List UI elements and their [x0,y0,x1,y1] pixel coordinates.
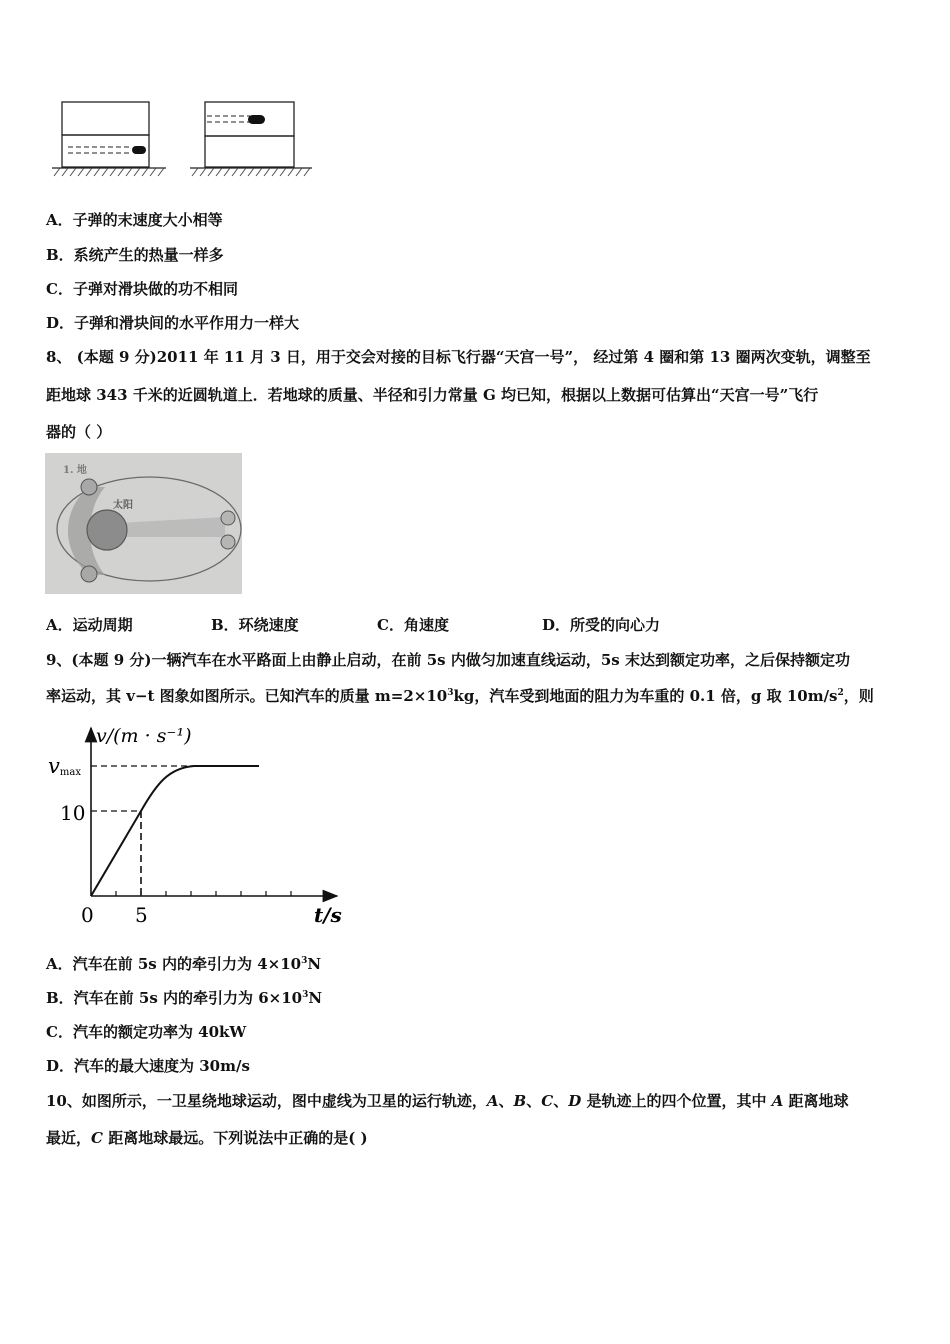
q10-point-b: B [513,1092,527,1110]
q8-option-a: A．运动周期 [46,616,133,634]
q9-option-a-unit: N [307,955,322,973]
left-ground-hatch [54,168,164,176]
q7-option-c: C．子弹对滑块做的功不相同 [46,280,238,298]
x-tick-label-5: 5 [135,903,148,927]
q9-option-b [46,988,322,1008]
q9-stem-2a: 率运动，其 v−t 图象如图所示。已知汽车的质量 m=2×10 [46,687,448,705]
q10-stem-2a: 最近， [46,1129,92,1147]
planet-bottom [81,566,97,582]
planet-right-lower [221,535,235,549]
planet-top [81,479,97,495]
q8-option-b: B．环绕速度 [211,616,299,634]
q10-stem-1b: 是轨迹上的四个位置，其中 [581,1092,772,1110]
vt-chart [44,718,344,928]
planet-right-upper [221,511,235,525]
vmax-subscript: max [59,767,81,778]
q9-stem-sup1: 3 [447,688,454,698]
q9-option-b-sup: 3 [302,990,309,1000]
q10-sep-3: 、 [553,1092,569,1110]
left-bullet [132,146,146,154]
right-block-setup [190,102,312,176]
y-tick-label-10: 10 [60,801,86,825]
q10-sep-2: 、 [526,1092,542,1110]
q9-stem-line-2 [46,686,874,706]
q8-options-row [0,615,950,635]
right-bullet [248,115,265,124]
y-axis-label: v/(m · s⁻¹) [96,725,192,747]
q10-point-d: D [568,1092,582,1110]
q8-stem-line-2: 距地球 343 千米的近圆轨道上．若地球的质量、半径和引力常量 G 均已知，根据以上数据可估算出“天宫一号”飞行 [46,386,819,404]
q8-option-d: D．所受的向心力 [542,616,661,634]
q10-stem-1c: 距离地球 [783,1092,849,1110]
x-axis-label: t/s [314,903,342,927]
right-lower-block [205,136,294,167]
q9-stem-sup2: 2 [837,688,844,698]
bullet-block-figure [48,98,318,178]
q10-stem-line-2 [46,1128,368,1148]
q9-option-b-main: B．汽车在前 5s 内的牵引力为 6×10 [46,989,303,1007]
left-block-setup [52,102,166,176]
q10-point-a: A [486,1092,499,1110]
q10-stem-1a: 10、如图所示，一卫星绕地球运动，图中虚线为卫星的运行轨迹， [46,1092,487,1110]
x-tick-label-0: 0 [81,903,94,927]
figure-corner-label: 1. 地 [63,465,87,476]
sun-label: 太阳 [113,500,133,511]
q7-option-a: A．子弹的末速度大小相等 [46,211,223,229]
orbit-diagram [45,453,242,594]
q10-point-c: C [541,1092,554,1110]
q8-stem-line-1: 8、 (本题 9 分)2011 年 11 月 3 日，用于交会对接的目标飞行器“天宫一号”， 经过第 4 圈和第 13 圈两次变轨，调整至 [46,348,871,366]
q9-stem-2c: ，则 [843,687,874,705]
q9-option-a [46,954,321,974]
y-tick-label-vmax [48,754,81,778]
q10-sep-1: 、 [498,1092,514,1110]
orbit-photo-figure [45,453,242,594]
q10-stem-line-1 [46,1091,849,1111]
q8-option-c: C．角速度 [377,616,449,634]
right-ground-hatch [192,168,310,176]
q9-option-d: D．汽车的最大速度为 30m/s [46,1057,250,1075]
q9-option-a-sup: 3 [301,956,308,966]
q9-option-a-main: A．汽车在前 5s 内的牵引力为 4×10 [46,955,302,973]
q10-stem-2b: 距离地球最远。下列说法中正确的是( ) [102,1129,368,1147]
q9-stem-line-1: 9、(本题 9 分)一辆汽车在水平路面上由静止启动，在前 5s 内做匀加速直线运动，5s 末达到额定功率，之后保持额定功 [46,651,850,669]
q9-option-c: C．汽车的额定功率为 40kW [46,1023,247,1041]
sun-circle [87,510,127,550]
q9-option-b-unit: N [308,989,323,1007]
light-beam [119,517,225,537]
q10-point-a-2: A [771,1092,784,1110]
q9-stem-2b: kg，汽车受到地面的阻力为车重的 0.1 倍，g 取 10m/s [453,687,838,705]
left-upper-block [62,102,149,135]
vt-curve [91,766,259,896]
q7-option-d: D．子弹和滑块间的水平作用力一样大 [46,314,300,332]
q7-option-b: B．系统产生的热量一样多 [46,246,224,264]
q10-point-c-2: C [91,1129,103,1147]
vmax-letter: v [48,754,60,778]
q8-stem-line-3: 器的（ ） [46,423,112,441]
